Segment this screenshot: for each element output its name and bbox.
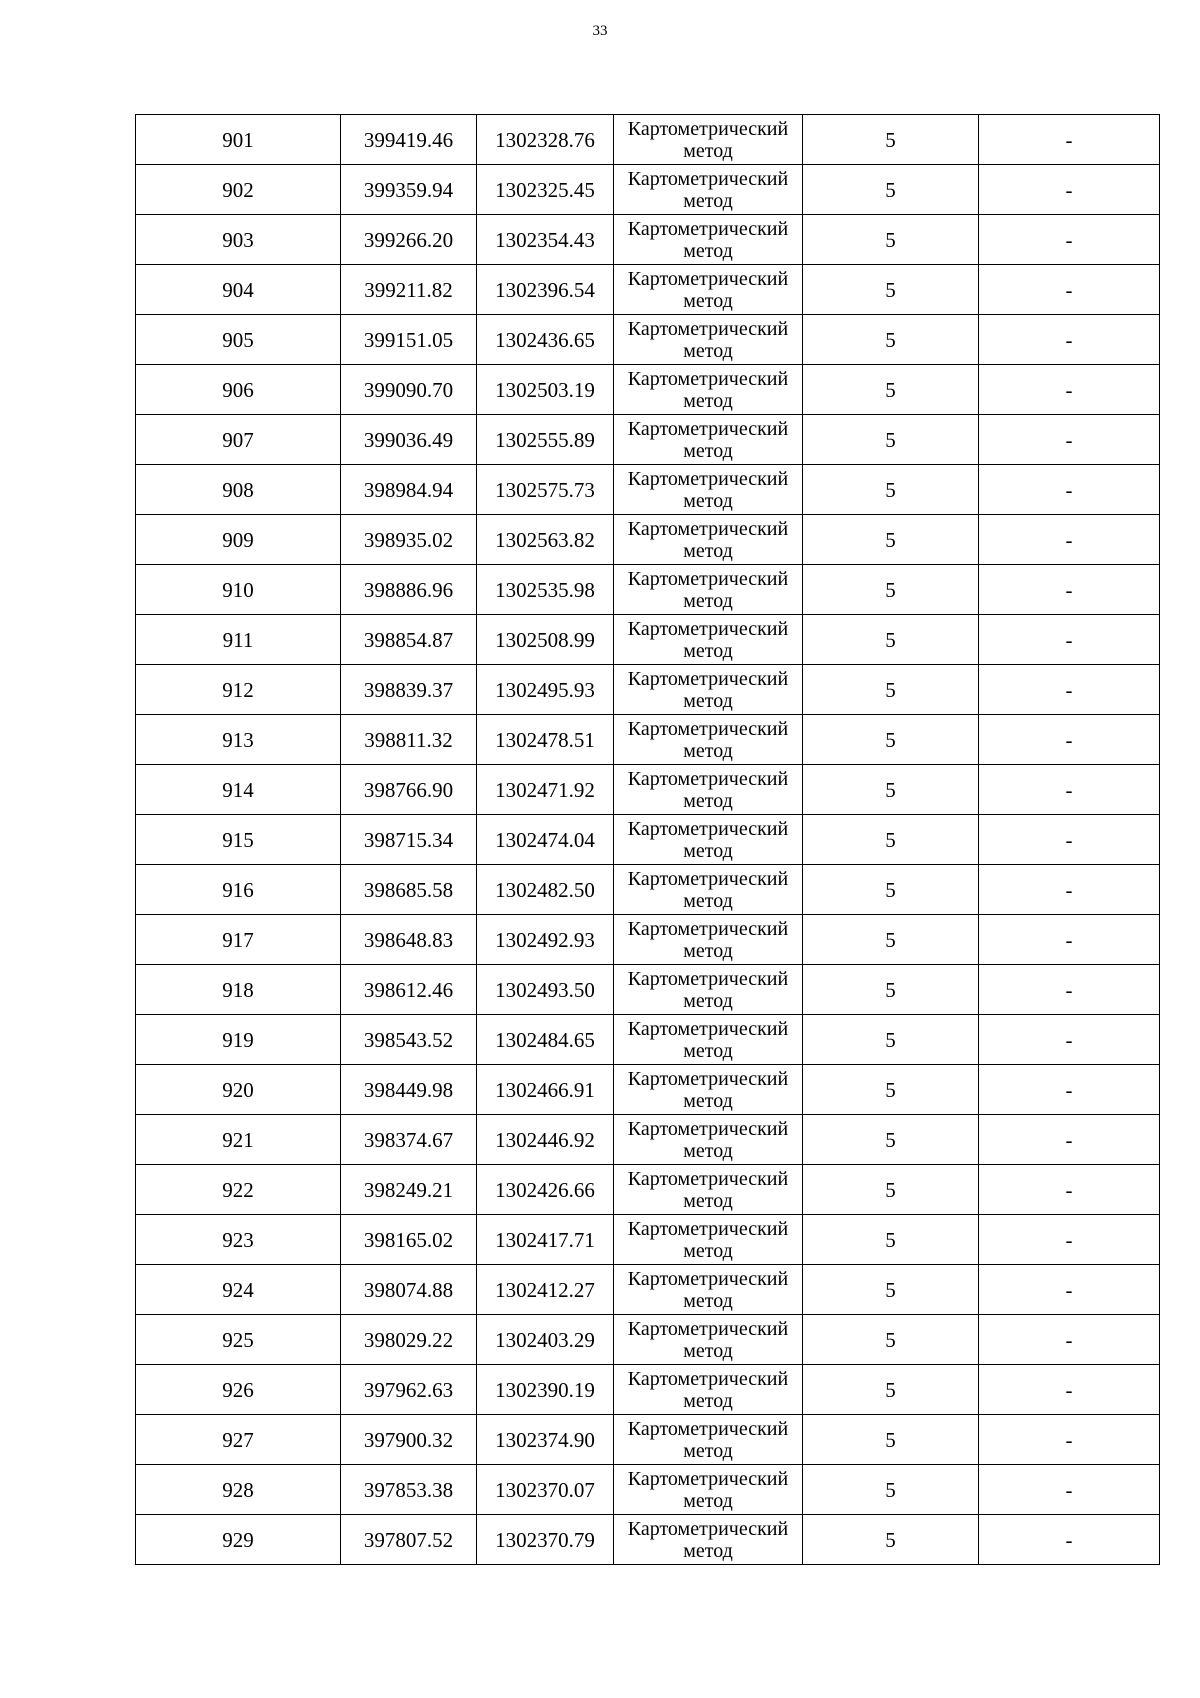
y-coordinate-cell: 1302390.19 [477,1365,614,1415]
method-line-2: метод [683,489,733,512]
point-number-cell: 915 [136,815,341,865]
method-line-1: Картометрический [627,717,789,740]
x-coordinate-cell: 398715.34 [341,815,477,865]
x-coordinate-cell: 398685.58 [341,865,477,915]
method-line-1: Картометрический [627,1017,789,1040]
point-number-cell: 906 [136,365,341,415]
note-cell: - [979,965,1160,1015]
table-row [136,265,1160,315]
method-line-2: метод [683,1039,733,1062]
accuracy-cell: 5 [803,915,979,965]
point-number-cell: 903 [136,215,341,265]
x-coordinate-cell: 397853.38 [341,1465,477,1515]
note-cell: - [979,465,1160,515]
y-coordinate-cell: 1302370.07 [477,1465,614,1515]
accuracy-cell: 5 [803,865,979,915]
table-row [136,565,1160,615]
method-line-2: метод [683,1289,733,1312]
method-line-1: Картометрический [627,1217,789,1240]
note-cell: - [979,1415,1160,1465]
accuracy-cell: 5 [803,1315,979,1365]
accuracy-cell: 5 [803,765,979,815]
y-coordinate-cell: 1302575.73 [477,465,614,515]
method-line-2: метод [683,689,733,712]
method-cell [614,165,803,215]
table-row [136,215,1160,265]
x-coordinate-cell: 399266.20 [341,215,477,265]
x-coordinate-cell: 398249.21 [341,1165,477,1215]
method-cell [614,515,803,565]
note-cell: - [979,1365,1160,1415]
method-cell [614,115,803,165]
x-coordinate-cell: 397807.52 [341,1515,477,1565]
method-line-2: метод [683,989,733,1012]
x-coordinate-cell: 398543.52 [341,1015,477,1065]
table-row [136,1115,1160,1165]
point-number-cell: 929 [136,1515,341,1565]
y-coordinate-cell: 1302492.93 [477,915,614,965]
point-number-cell: 909 [136,515,341,565]
y-coordinate-cell: 1302555.89 [477,415,614,465]
method-line-2: метод [683,739,733,762]
method-cell [614,765,803,815]
y-coordinate-cell: 1302484.65 [477,1015,614,1065]
accuracy-cell: 5 [803,1365,979,1415]
table-row [136,315,1160,365]
table-row [136,1415,1160,1465]
accuracy-cell: 5 [803,565,979,615]
method-line-2: метод [683,439,733,462]
note-cell: - [979,615,1160,665]
point-number-cell: 925 [136,1315,341,1365]
table-row [136,515,1160,565]
method-cell [614,815,803,865]
point-number-cell: 922 [136,1165,341,1215]
x-coordinate-cell: 398165.02 [341,1215,477,1265]
method-line-2: метод [683,189,733,212]
table-row [136,165,1160,215]
note-cell: - [979,1015,1160,1065]
method-line-1: Картометрический [627,317,789,340]
point-number-cell: 914 [136,765,341,815]
method-line-1: Картометрический [627,217,789,240]
point-number-cell: 902 [136,165,341,215]
method-cell [614,1415,803,1465]
table-row [136,615,1160,665]
point-number-cell: 927 [136,1415,341,1465]
y-coordinate-cell: 1302503.19 [477,365,614,415]
method-line-1: Картометрический [627,117,789,140]
accuracy-cell: 5 [803,415,979,465]
point-number-cell: 921 [136,1115,341,1165]
point-number-cell: 917 [136,915,341,965]
x-coordinate-cell: 398374.67 [341,1115,477,1165]
y-coordinate-cell: 1302436.65 [477,315,614,365]
table-row [136,915,1160,965]
method-line-1: Картометрический [627,1417,789,1440]
method-cell [614,265,803,315]
method-line-1: Картометрический [627,1267,789,1290]
x-coordinate-cell: 398612.46 [341,965,477,1015]
accuracy-cell: 5 [803,365,979,415]
method-cell [614,1315,803,1365]
method-line-2: метод [683,1489,733,1512]
method-line-1: Картометрический [627,1367,789,1390]
accuracy-cell: 5 [803,515,979,565]
accuracy-cell: 5 [803,1115,979,1165]
coordinates-table [135,114,1160,1565]
note-cell: - [979,265,1160,315]
method-line-1: Картометрический [627,417,789,440]
point-number-cell: 918 [136,965,341,1015]
method-line-1: Картометрический [627,967,789,990]
table-row [136,1215,1160,1265]
method-cell [614,1115,803,1165]
table-row [136,815,1160,865]
method-cell [614,415,803,465]
y-coordinate-cell: 1302471.92 [477,765,614,815]
accuracy-cell: 5 [803,1015,979,1065]
y-coordinate-cell: 1302412.27 [477,1265,614,1315]
note-cell: - [979,115,1160,165]
method-line-2: метод [683,239,733,262]
point-number-cell: 926 [136,1365,341,1415]
method-line-1: Картометрический [627,767,789,790]
table-row [136,465,1160,515]
point-number-cell: 904 [136,265,341,315]
accuracy-cell: 5 [803,815,979,865]
note-cell: - [979,765,1160,815]
table-row [136,765,1160,815]
accuracy-cell: 5 [803,315,979,365]
x-coordinate-cell: 399036.49 [341,415,477,465]
method-cell [614,915,803,965]
note-cell: - [979,315,1160,365]
method-line-2: метод [683,639,733,662]
method-cell [614,1165,803,1215]
method-line-1: Картометрический [627,617,789,640]
note-cell: - [979,865,1160,915]
accuracy-cell: 5 [803,1515,979,1565]
y-coordinate-cell: 1302482.50 [477,865,614,915]
note-cell: - [979,915,1160,965]
point-number-cell: 901 [136,115,341,165]
x-coordinate-cell: 398811.32 [341,715,477,765]
method-line-1: Картометрический [627,1167,789,1190]
accuracy-cell: 5 [803,115,979,165]
accuracy-cell: 5 [803,1165,979,1215]
note-cell: - [979,415,1160,465]
x-coordinate-cell: 399090.70 [341,365,477,415]
y-coordinate-cell: 1302466.91 [477,1065,614,1115]
note-cell: - [979,1115,1160,1165]
method-line-1: Картометрический [627,1317,789,1340]
table-row [136,1315,1160,1365]
method-cell [614,1265,803,1315]
y-coordinate-cell: 1302478.51 [477,715,614,765]
method-line-1: Картометрический [627,1067,789,1090]
accuracy-cell: 5 [803,465,979,515]
point-number-cell: 912 [136,665,341,715]
note-cell: - [979,165,1160,215]
table-row [136,865,1160,915]
note-cell: - [979,715,1160,765]
method-line-1: Картометрический [627,367,789,390]
x-coordinate-cell: 398854.87 [341,615,477,665]
method-line-2: метод [683,789,733,812]
note-cell: - [979,1065,1160,1115]
method-line-2: метод [683,1339,733,1362]
x-coordinate-cell: 398449.98 [341,1065,477,1115]
note-cell: - [979,565,1160,615]
method-cell [614,965,803,1015]
method-cell [614,1015,803,1065]
note-cell: - [979,1315,1160,1365]
x-coordinate-cell: 398648.83 [341,915,477,965]
method-cell [614,1365,803,1415]
point-number-cell: 928 [136,1465,341,1515]
method-line-2: метод [683,339,733,362]
accuracy-cell: 5 [803,665,979,715]
method-line-1: Картометрический [627,1517,789,1540]
method-cell [614,865,803,915]
table-row [136,365,1160,415]
table-row [136,1365,1160,1415]
x-coordinate-cell: 399151.05 [341,315,477,365]
y-coordinate-cell: 1302354.43 [477,215,614,265]
x-coordinate-cell: 398839.37 [341,665,477,715]
accuracy-cell: 5 [803,615,979,665]
y-coordinate-cell: 1302417.71 [477,1215,614,1265]
method-cell [614,1215,803,1265]
x-coordinate-cell: 399211.82 [341,265,477,315]
x-coordinate-cell: 398029.22 [341,1315,477,1365]
method-line-1: Картометрический [627,517,789,540]
y-coordinate-cell: 1302535.98 [477,565,614,615]
table-row [136,1515,1160,1565]
table-row [136,415,1160,465]
method-line-2: метод [683,589,733,612]
table-row [136,1015,1160,1065]
method-cell [614,1465,803,1515]
table-row [136,715,1160,765]
y-coordinate-cell: 1302563.82 [477,515,614,565]
table-row [136,965,1160,1015]
method-line-1: Картометрический [627,917,789,940]
y-coordinate-cell: 1302328.76 [477,115,614,165]
table-row [136,1165,1160,1215]
accuracy-cell: 5 [803,265,979,315]
note-cell: - [979,1265,1160,1315]
accuracy-cell: 5 [803,215,979,265]
method-line-2: метод [683,1439,733,1462]
accuracy-cell: 5 [803,1265,979,1315]
y-coordinate-cell: 1302374.90 [477,1415,614,1465]
method-cell [614,1065,803,1115]
method-cell [614,1515,803,1565]
method-line-2: метод [683,539,733,562]
x-coordinate-cell: 398935.02 [341,515,477,565]
accuracy-cell: 5 [803,1065,979,1115]
method-cell [614,215,803,265]
method-line-1: Картометрический [627,467,789,490]
y-coordinate-cell: 1302493.50 [477,965,614,1015]
method-cell [614,665,803,715]
method-line-1: Картометрический [627,267,789,290]
accuracy-cell: 5 [803,1465,979,1515]
table-row [136,665,1160,715]
y-coordinate-cell: 1302426.66 [477,1165,614,1215]
y-coordinate-cell: 1302396.54 [477,265,614,315]
method-line-2: метод [683,1239,733,1262]
method-cell [614,715,803,765]
y-coordinate-cell: 1302446.92 [477,1115,614,1165]
x-coordinate-cell: 398984.94 [341,465,477,515]
point-number-cell: 911 [136,615,341,665]
note-cell: - [979,215,1160,265]
method-line-2: метод [683,939,733,962]
method-cell [614,315,803,365]
method-line-1: Картометрический [627,167,789,190]
y-coordinate-cell: 1302474.04 [477,815,614,865]
method-cell [614,615,803,665]
note-cell: - [979,1165,1160,1215]
x-coordinate-cell: 397962.63 [341,1365,477,1415]
point-number-cell: 908 [136,465,341,515]
table-row [136,1465,1160,1515]
point-number-cell: 920 [136,1065,341,1115]
method-cell [614,565,803,615]
point-number-cell: 910 [136,565,341,615]
method-line-2: метод [683,1539,733,1562]
x-coordinate-cell: 398074.88 [341,1265,477,1315]
method-line-1: Картометрический [627,817,789,840]
method-line-2: метод [683,1089,733,1112]
method-line-2: метод [683,1139,733,1162]
y-coordinate-cell: 1302508.99 [477,615,614,665]
method-line-2: метод [683,839,733,862]
note-cell: - [979,1215,1160,1265]
note-cell: - [979,1515,1160,1565]
method-line-2: метод [683,889,733,912]
method-line-1: Картометрический [627,867,789,890]
x-coordinate-cell: 397900.32 [341,1415,477,1465]
method-cell [614,465,803,515]
point-number-cell: 905 [136,315,341,365]
page-number: 33 [592,23,608,39]
method-line-2: метод [683,1189,733,1212]
method-line-1: Картометрический [627,567,789,590]
method-line-2: метод [683,139,733,162]
point-number-cell: 923 [136,1215,341,1265]
method-line-2: метод [683,389,733,412]
note-cell: - [979,665,1160,715]
table-body [136,115,1160,1565]
method-cell [614,365,803,415]
note-cell: - [979,515,1160,565]
method-line-2: метод [683,289,733,312]
method-line-1: Картометрический [627,1467,789,1490]
accuracy-cell: 5 [803,1415,979,1465]
accuracy-cell: 5 [803,965,979,1015]
y-coordinate-cell: 1302495.93 [477,665,614,715]
table-row [136,115,1160,165]
method-line-2: метод [683,1389,733,1412]
point-number-cell: 907 [136,415,341,465]
accuracy-cell: 5 [803,1215,979,1265]
table-row [136,1065,1160,1115]
x-coordinate-cell: 399419.46 [341,115,477,165]
y-coordinate-cell: 1302370.79 [477,1515,614,1565]
accuracy-cell: 5 [803,165,979,215]
x-coordinate-cell: 399359.94 [341,165,477,215]
y-coordinate-cell: 1302403.29 [477,1315,614,1365]
point-number-cell: 924 [136,1265,341,1315]
point-number-cell: 916 [136,865,341,915]
note-cell: - [979,365,1160,415]
note-cell: - [979,815,1160,865]
note-cell: - [979,1465,1160,1515]
table-row [136,1265,1160,1315]
point-number-cell: 919 [136,1015,341,1065]
x-coordinate-cell: 398886.96 [341,565,477,615]
x-coordinate-cell: 398766.90 [341,765,477,815]
method-line-1: Картометрический [627,667,789,690]
point-number-cell: 913 [136,715,341,765]
accuracy-cell: 5 [803,715,979,765]
method-line-1: Картометрический [627,1117,789,1140]
y-coordinate-cell: 1302325.45 [477,165,614,215]
